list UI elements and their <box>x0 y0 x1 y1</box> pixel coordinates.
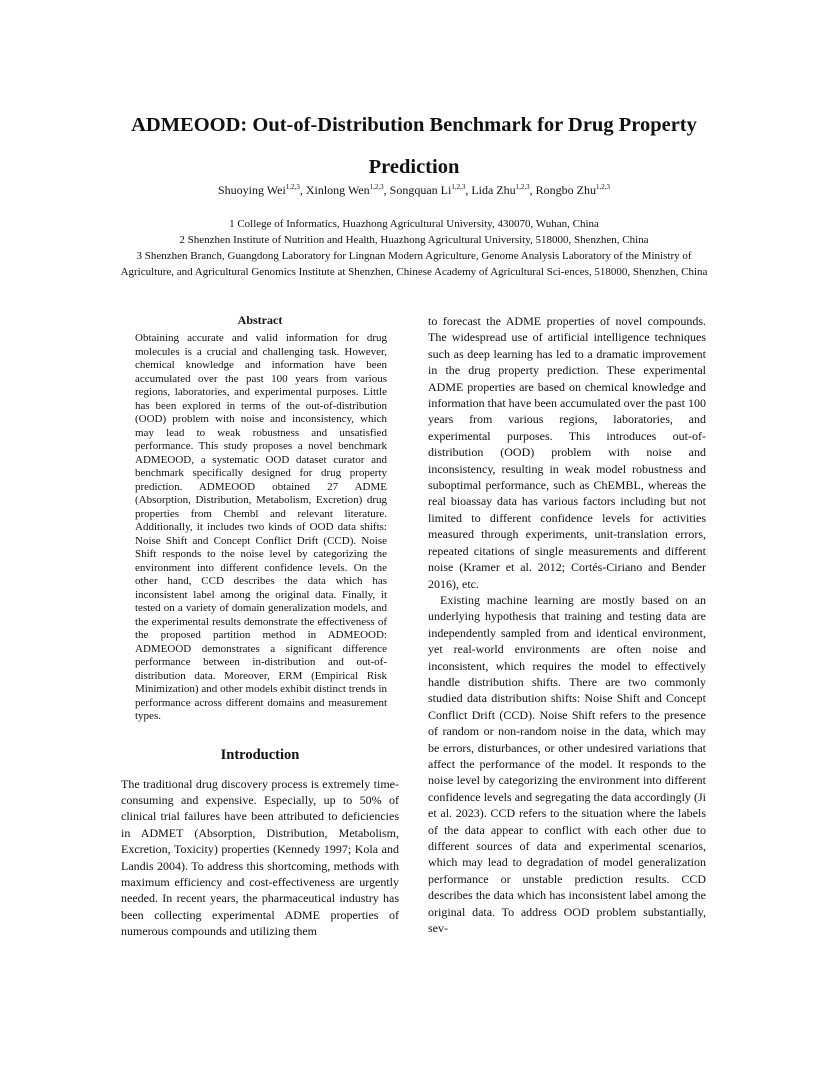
right-column <box>428 313 706 936</box>
abstract-text: Obtaining accurate and valid information for drug molecules is a crucial and challenging task. However, chemical knowledge and information have been accumulated over the past 100 years from various regions, laboratories, and experimental purposes. Little has been explored in terms of the out-of-distribution (OOD) problem with noise and inconsistency, which may lead to weak robustness and unsatisfied performance. This study proposes a novel benchmark ADMEOOD, a systematic OOD dataset curator and benchmark specifically designed for drug property prediction. ADMEOOD obtained 27 ADME (Absorption, Distribution, Metabolism, Excretion) drug properties from Chembl and relevant literature. Additionally, it includes two kinds of OOD data shifts: Noise Shift and Concept Conflict Drift (CCD). Noise Shift responds to the noise level by categorizing the environment into different confidence levels. On the other hand, CCD describes the data which has inconsistent label among the original data. Finally, it tested on a variety of domain generalization models, and the experimental results demonstrate the effectiveness of the proposed partition method in ADMEOOD: ADMEOOD demonstrates a significant difference performance between in-distribution and out-of-distribution data. Moreover, ERM (Empirical Risk Minimization) and other models exhibit distinct trends in performance across different domains and measurement types. <box>135 332 387 722</box>
left-column <box>121 312 399 940</box>
author-list <box>80 182 748 198</box>
author-affiliation-marker: 1,2,3 <box>369 183 384 191</box>
author-name: Xinlong Wen <box>305 183 370 197</box>
introduction-paragraph: Existing machine learning are mostly based on an underlying hypothesis that training and testing data are independently sampled from and identical environment, yet real-world environments are often noise and inconsistent, which requires the model to effectively handle distribution shifts. There are two commonly studied data distribution shifts: Noise Shift and Concept Conflict Drift (CCD). Noise Shift refers to the presence of random or non-random noise in the data, which may be errors, disturbances, or other undesired variations that affect the performance of the model. It responds to the noise level by categorizing the environment into different confidence levels and segregating the data accordingly (Ji et al. 2023). CCD refers to the situation where the labels of the data appear to conflict with each other due to different sources of data and experimental scenarios, which may lead to degradation of model generalization performance or unstable prediction results. CCD describes the data which has inconsistent label among the original data. To address OOD problem substantially, sev- <box>428 592 706 936</box>
paper-title: ADMEOOD: Out-of-Distribution Benchmark for Drug Property Prediction <box>131 114 697 178</box>
author-separator: , <box>299 183 306 197</box>
introduction-heading: Introduction <box>220 746 300 763</box>
affiliation-list <box>118 216 710 280</box>
abstract-heading: Abstract <box>237 313 283 327</box>
affiliation-line: 2 Shenzhen Institute of Nutrition and Health, Huazhong Agricultural University, 518000, Shenzhen, China <box>179 234 649 246</box>
author-separator: , <box>465 183 472 197</box>
section-spacer <box>121 724 399 746</box>
author-name: Rongbo Zhu <box>535 183 596 197</box>
section-spacer <box>121 764 399 776</box>
author-name: Lida Zhu <box>471 183 516 197</box>
author-affiliation-marker: 1,2,3 <box>451 183 466 191</box>
author-affiliation-marker: 1,2,3 <box>595 183 610 191</box>
introduction-paragraph: to forecast the ADME properties of novel compounds. The widespread use of artificial intelligence techniques such as deep learning has led to a dramatic improvement in the drug property prediction. These experimental ADME properties are based on chemical knowledge and information that have been accumulated over the past 100 years from various regions, laboratories, and experimental purposes. This introduces out-of-distribution (OOD) problem with noise and inconsistency, resulting in weak model robustness and suboptimal performance, such as ChEMBL, whereas the real bioassay data has various factors including but not limited to different confidence levels for activities measured through experiments, unit-translation errors, repeated citations of single measurements and different noise (Kramer et al. 2012; Cortés-Ciriano and Bender 2016), etc. <box>428 314 706 591</box>
author-affiliation-marker: 1,2,3 <box>515 183 530 191</box>
introduction-paragraph: The traditional drug discovery process is extremely time-consuming and expensive. Especially, up to 50% of clinical trial failures have been attributed to deficiencies in ADMET (Absorption, Distribution, Metabolism, Excretion, Toxicity) properties (Kennedy 1997; Kola and Landis 2004). To address this shortcoming, methods with maximum efficiency and cost-effectiveness are urgently needed. In recent years, the pharmaceutical industry has been collecting experimental ADME properties of numerous compounds and utilizing them <box>121 776 399 939</box>
author-separator: , <box>529 183 536 197</box>
author-name: Shuoying Wei <box>218 183 286 197</box>
affiliation-line: 3 Shenzhen Branch, Guangdong Laboratory for Lingnan Modern Agriculture, Genome Analysis Laboratory of the Ministry of Agriculture, and Agricultural Genomics Institute at Shenzhen, Chinese Academy of Agricultural Sci-ences, 518000, Shenzhen, China <box>120 250 708 278</box>
author-affiliation-marker: 1,2,3 <box>285 183 300 191</box>
author-separator: , <box>383 183 390 197</box>
author-name: Songquan Li <box>389 183 452 197</box>
affiliation-line: 1 College of Informatics, Huazhong Agricultural University, 430070, Wuhan, China <box>229 218 599 230</box>
